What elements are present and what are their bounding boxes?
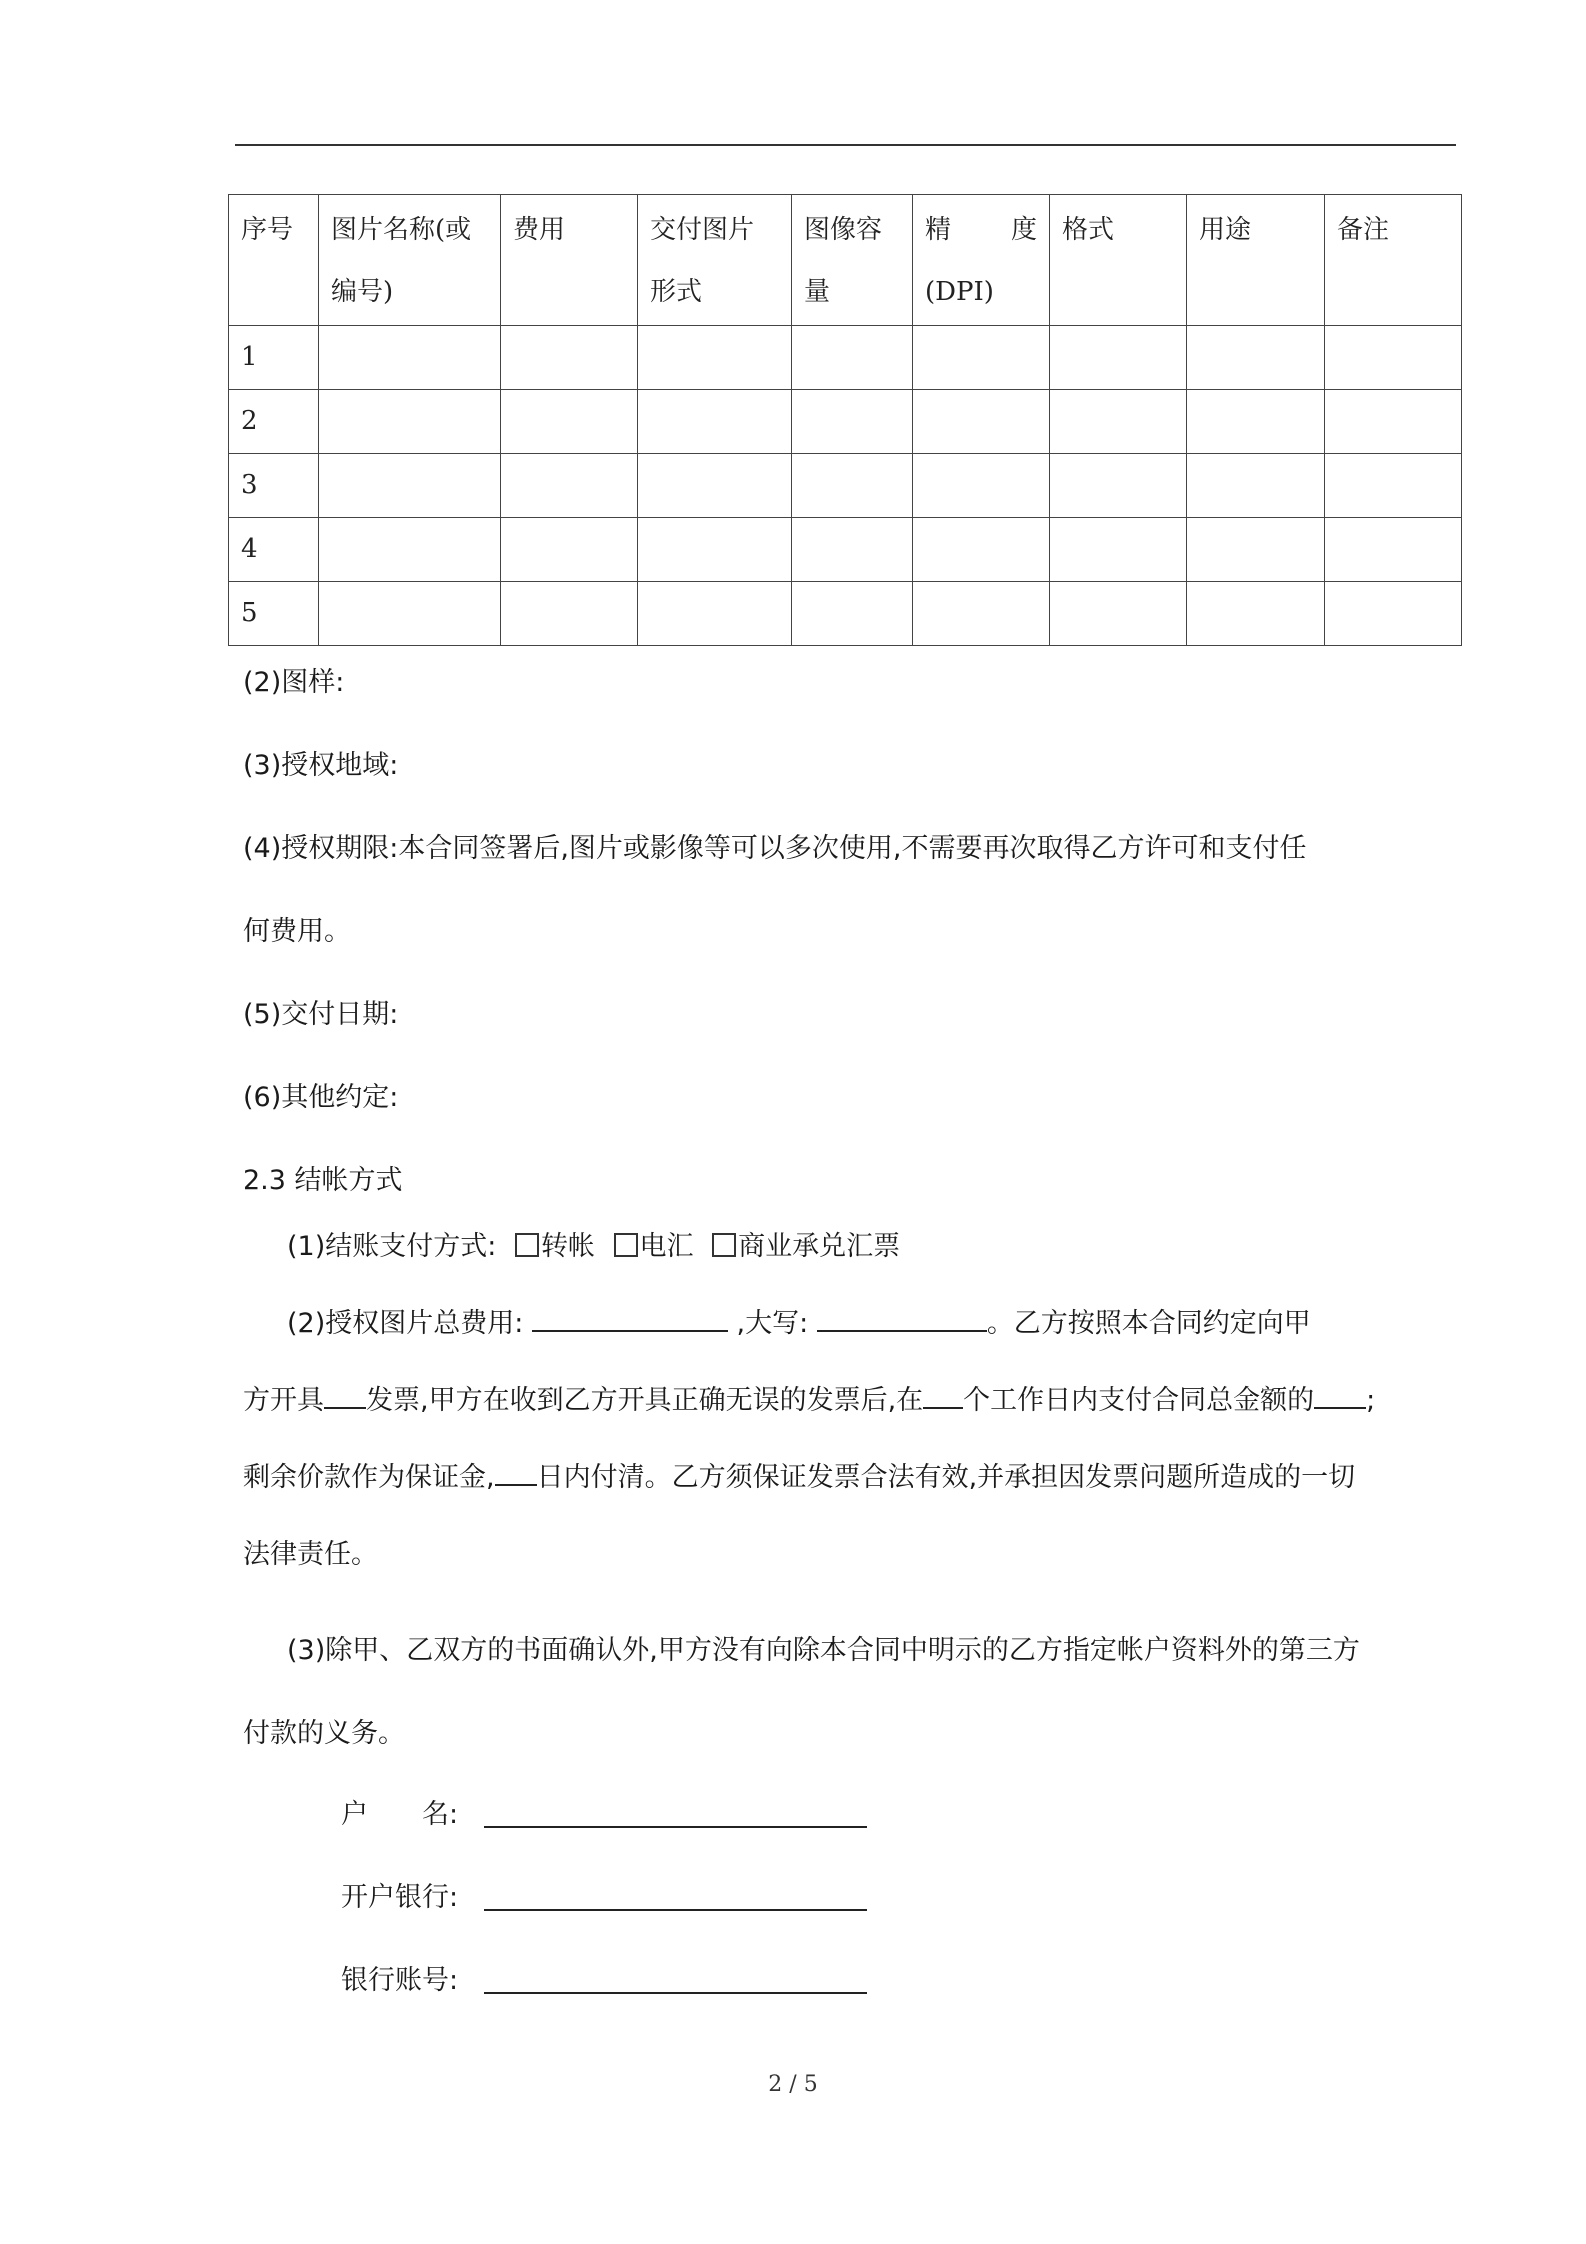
- header-cell-remark: 备注: [1325, 195, 1462, 326]
- payment-method-label: (1)结账支付方式:: [287, 1231, 497, 1262]
- fee-uppercase-blank[interactable]: [817, 1302, 987, 1332]
- liability-line: 法律责任。: [243, 1539, 378, 1570]
- account-number-field: 银行账号:: [341, 1958, 483, 1997]
- row-index: 3: [229, 454, 319, 518]
- section-title: 2.3 结帐方式: [243, 1165, 403, 1196]
- header-cell-format: 格式: [1050, 195, 1187, 326]
- table-row: [229, 454, 1462, 518]
- checkbox-acceptance-bill[interactable]: [712, 1233, 736, 1257]
- row-index: 1: [229, 326, 319, 390]
- header-cell-usage: 用途: [1187, 195, 1325, 326]
- item-term-line1: (4)授权期限:本合同签署后,图片或影像等可以多次使用,不需要再次取得乙方许可和支付任: [243, 833, 1307, 864]
- table-row: [229, 326, 1462, 390]
- checkbox-wire[interactable]: [614, 1233, 638, 1257]
- account-name-field: 户 名:: [341, 1792, 483, 1831]
- item-other: (6)其他约定:: [243, 1082, 399, 1113]
- header-cell-capacity: 图像容 量: [792, 195, 913, 326]
- third-party-line1: (3)除甲、乙双方的书面确认外,甲方没有向除本合同中明示的乙方指定帐户资料外的第三方: [287, 1635, 1360, 1666]
- item-delivery-date: (5)交付日期:: [243, 999, 399, 1030]
- bank-name-field: 开户银行:: [341, 1875, 483, 1914]
- workdays-blank[interactable]: [923, 1379, 963, 1409]
- table-row: [229, 390, 1462, 454]
- page-number: 2 / 5: [768, 2072, 818, 2097]
- table-row: [229, 582, 1462, 646]
- item-region: (3)授权地域:: [243, 750, 399, 781]
- header-cell-index: 序号: [229, 195, 319, 326]
- row-index: 5: [229, 582, 319, 646]
- option-wire: 电汇: [639, 1231, 694, 1262]
- table-row: [229, 518, 1462, 582]
- payment-method: [287, 1224, 900, 1263]
- row-index: 4: [229, 518, 319, 582]
- checkbox-transfer[interactable]: [515, 1233, 539, 1257]
- account-number-line[interactable]: [484, 1992, 867, 1994]
- header-cell-delivery-form: 交付图片 形式: [638, 195, 792, 326]
- header-cell-precision: 精 度 (DPI): [913, 195, 1050, 326]
- table-header-row: [229, 195, 1462, 326]
- option-acceptance-bill: 商业承兑汇票: [738, 1231, 901, 1262]
- invoice-type-blank[interactable]: [324, 1379, 366, 1409]
- fee-amount-blank[interactable]: [532, 1302, 728, 1332]
- image-license-table: [228, 194, 1462, 646]
- row-index: 2: [229, 390, 319, 454]
- header-cell-name: 图片名称(或 编号): [319, 195, 501, 326]
- header-cell-fee: 费用: [501, 195, 638, 326]
- item-pattern: (2)图样:: [243, 667, 345, 698]
- third-party-line2: 付款的义务。: [243, 1718, 405, 1749]
- balance-line: 剩余价款作为保证金, 日内付清。乙方须保证发票合法有效,并承担因发票问题所造成的一切: [243, 1455, 1355, 1494]
- account-name-line[interactable]: [484, 1826, 867, 1828]
- item-term-line2: 何费用。: [243, 916, 351, 947]
- bank-name-line[interactable]: [484, 1909, 867, 1911]
- header-rule: [235, 144, 1456, 146]
- invoice-line: 方开具 发票,甲方在收到乙方开具正确无误的发票后,在 个工作日内支付合同总金额的 ;: [243, 1378, 1375, 1417]
- fee-line: (2)授权图片总费用: ,大写: 。乙方按照本合同约定向甲: [287, 1301, 1311, 1340]
- balance-days-blank[interactable]: [495, 1456, 537, 1486]
- option-transfer: 转帐: [540, 1231, 595, 1262]
- percent-blank[interactable]: [1314, 1379, 1366, 1409]
